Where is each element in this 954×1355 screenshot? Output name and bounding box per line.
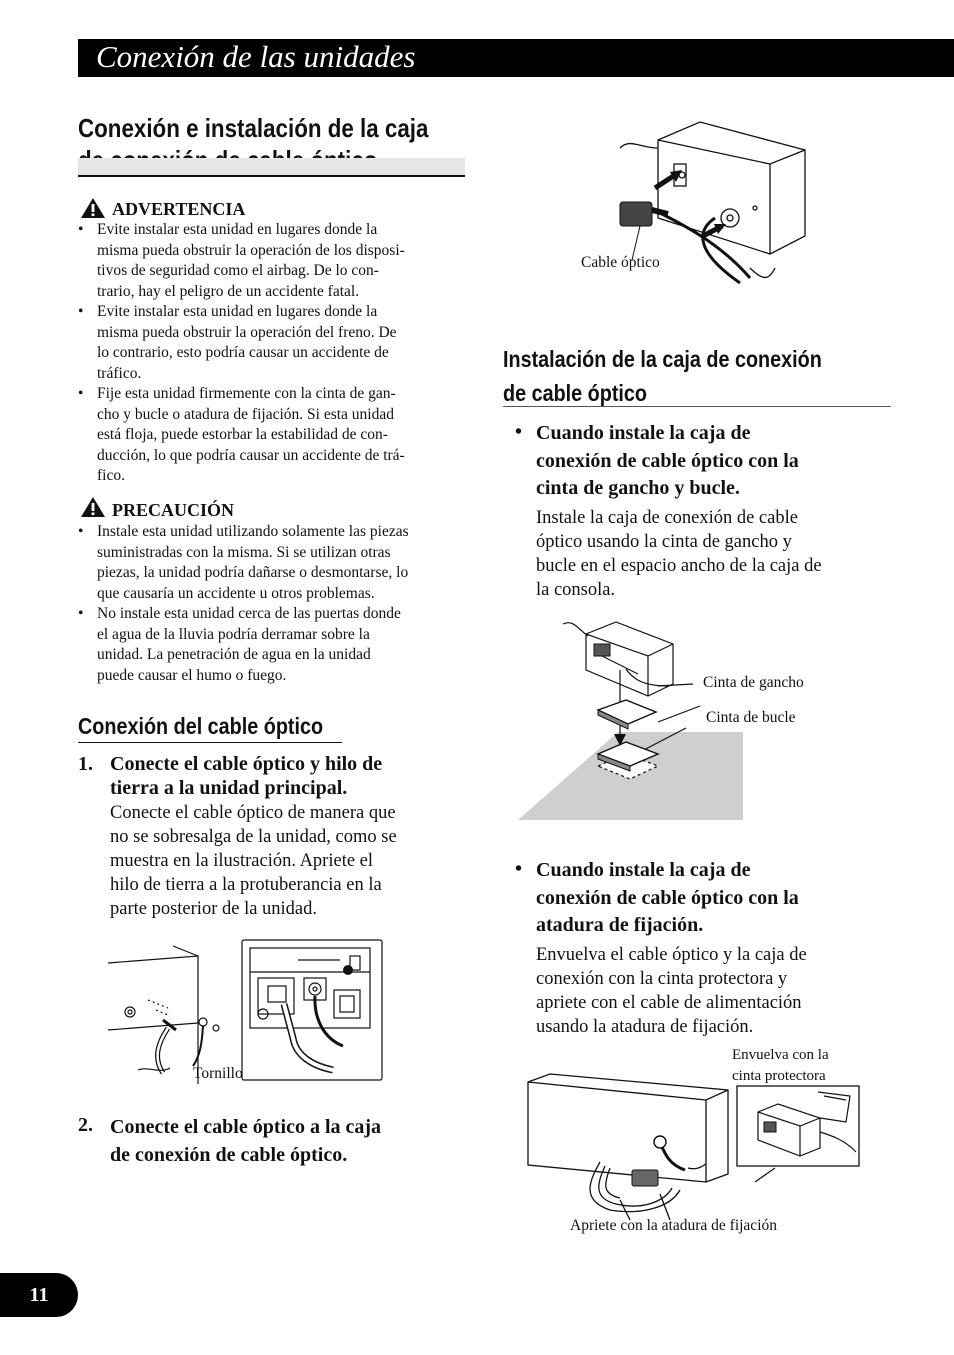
page-header-title: Conexión de las unidades [96, 39, 416, 74]
warning-list [78, 220, 468, 487]
caution-triangle-icon [80, 496, 106, 518]
subsection-title-install: Instalación de la caja de conexión de cable óptico [503, 346, 822, 406]
caution-item: • No instale esta unidad cerca de las puertas donde el agua de la lluvia podría derramar sobre la unidad. La penetración de agua en la unidad puede causar el humo o fuego. [78, 604, 468, 686]
fig-top-caption: Cable óptico [581, 254, 660, 271]
warning-heading: ADVERTENCIA [112, 199, 246, 219]
bullet1-body: Instale la caja de conexión de cable óptico usando la cinta de gancho y bucle en el espacio ancho de la caja de la consola. [536, 508, 822, 600]
warning-item: • Evite instalar esta unidad en lugares donde la misma pueda obstruir la operación de los disposi- tivos de seguridad como el airbag. De lo con- trario, hay el peligro de un accidente fatal. [78, 220, 468, 302]
warning-item: • Evite instalar esta unidad en lugares donde la misma pueda obstruir la operación del freno. De lo contrario, esto podría causar un accidente de tráfico. [78, 302, 468, 384]
step1-title: Conecte el cable óptico y hilo de tierra a la unidad principal. [110, 753, 383, 799]
fig2-caption-loop: Cinta de bucle [706, 709, 796, 726]
warning-triangle-icon [80, 197, 106, 219]
subsection-title-cable: Conexión del cable óptico [78, 713, 324, 739]
bullet2-marker: • [515, 858, 523, 880]
caution-item: • Instale esta unidad utilizando solamente las piezas suministradas con la misma. Si se utilizan otras piezas, la unidad podría dañarse o desmontarse, lo que causaría un accidente u otros problemas. [78, 522, 468, 604]
section-title-underline [78, 158, 465, 177]
subsection-underline [78, 742, 342, 743]
fig3-caption-wrap: Envuelva con la cinta protectora [732, 1047, 829, 1084]
fig1-caption-tornillo: Tornillo [193, 1065, 243, 1082]
caution-list [78, 522, 468, 686]
step1-number: 1. [78, 753, 93, 775]
figure-ground-wire [108, 938, 386, 1084]
warning-item: • Fije esta unidad firmemente con la cinta de gan- cho y bucle o atadura de fijación. Si esta unidad está floja, puede estorbar la estabilidad de con- ducción, lo que podría causar un accidente de trá- fico. [78, 384, 468, 487]
subsection-underline-right [503, 406, 891, 407]
step2-title: Conecte el cable óptico a la caja de conexión de cable óptico. [110, 1116, 382, 1166]
figure-binding-tie [520, 1070, 864, 1220]
section-title-line1: Conexión e instalación de la caja [78, 113, 429, 143]
step2-number: 2. [78, 1114, 93, 1136]
bullet1-title: Cuando instale la caja de conexión de cable óptico con la cinta de gancho y bucle. [536, 422, 799, 499]
page-number: 11 [0, 1273, 78, 1317]
fig3-caption-tie: Apriete con la atadura de fijación [570, 1217, 777, 1234]
bullet2-body: Envuelva el cable óptico y la caja de conexión con la cinta protectora y apriete con el cable de alimentación usando la atadura de fijación. [536, 945, 807, 1037]
caution-heading: PRECAUCIÓN [112, 500, 235, 520]
fig2-caption-hook: Cinta de gancho [703, 674, 804, 691]
bullet1-marker: • [515, 421, 523, 443]
bullet2-title: Cuando instale la caja de conexión de cable óptico con la atadura de fijación. [536, 859, 799, 936]
step1-body: Conecte el cable óptico de manera que no se sobresalga de la unidad, como se muestra en la ilustración. Apriete el hilo de tierra a la protuberancia en la parte posterior de la unidad. [110, 803, 397, 919]
